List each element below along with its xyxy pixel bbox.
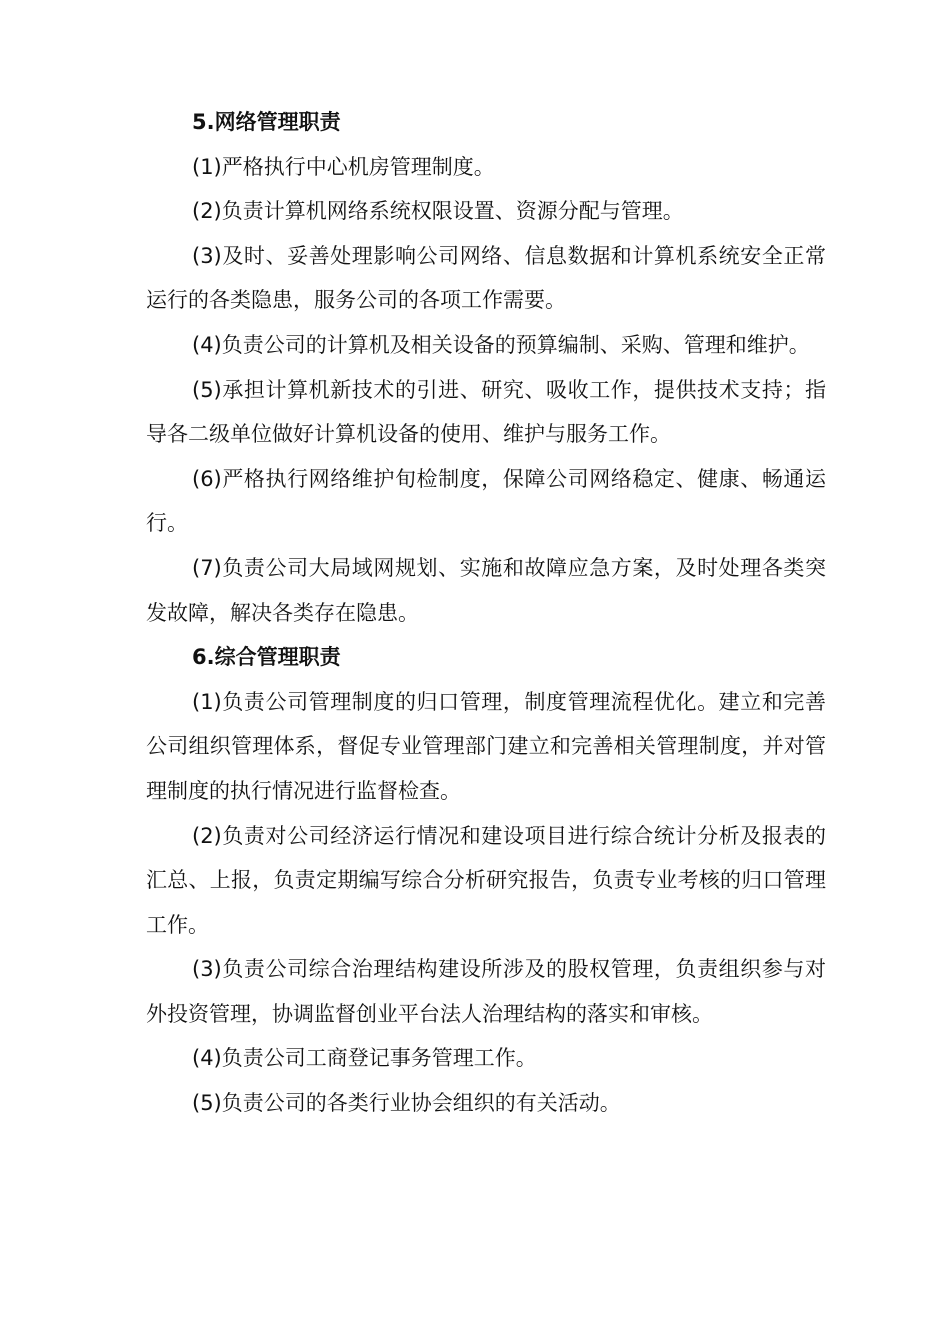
network-item-7: (7)负责公司大局域网规划、实施和故障应急方案，及时处理各类突发故障，解决各类存在隐患。 [146, 555, 826, 625]
general-item-2: (2)负责对公司经济运行情况和建设项目进行综合统计分析及报表的汇总、上报，负责定期编写综合分析研究报告，负责专业考核的归口管理工作。 [146, 823, 826, 937]
network-item-6: (6)严格执行网络维护旬检制度，保障公司网络稳定、健康、畅通运行。 [146, 466, 826, 536]
network-item-5: (5)承担计算机新技术的引进、研究、吸收工作，提供技术支持；指导各二级单位做好计算机设备的使用、维护与服务工作。 [146, 377, 826, 447]
general-item-3: (3)负责公司综合治理结构建设所涉及的股权管理，负责组织参与对外投资管理，协调监督创业平台法人治理结构的落实和审核。 [146, 957, 826, 1026]
general-item-4: (4)负责公司工商登记事务管理工作。 [192, 1046, 537, 1071]
document-body [146, 100, 826, 1126]
section-heading-general: 6.综合管理职责 [192, 645, 341, 670]
general-item-1: (1)负责公司管理制度的归口管理，制度管理流程优化。建立和完善公司组织管理体系，督促专业管理部门建立和完善相关管理制度，并对管理制度的执行情况进行监督检查。 [146, 689, 826, 803]
section-heading-network: 5.网络管理职责 [192, 110, 341, 134]
network-item-2: (2)负责计算机网络系统权限设置、资源分配与管理。 [192, 199, 684, 224]
network-item-4: (4)负责公司的计算机及相关设备的预算编制、采购、管理和维护。 [192, 332, 810, 357]
network-item-1: (1)严格执行中心机房管理制度。 [192, 154, 495, 179]
general-item-5: (5)负责公司的各类行业协会组织的有关活动。 [192, 1091, 621, 1116]
network-item-3: (3)及时、妥善处理影响公司网络、信息数据和计算机系统安全正常运行的各类隐患，服务公司的各项工作需要。 [146, 243, 826, 313]
